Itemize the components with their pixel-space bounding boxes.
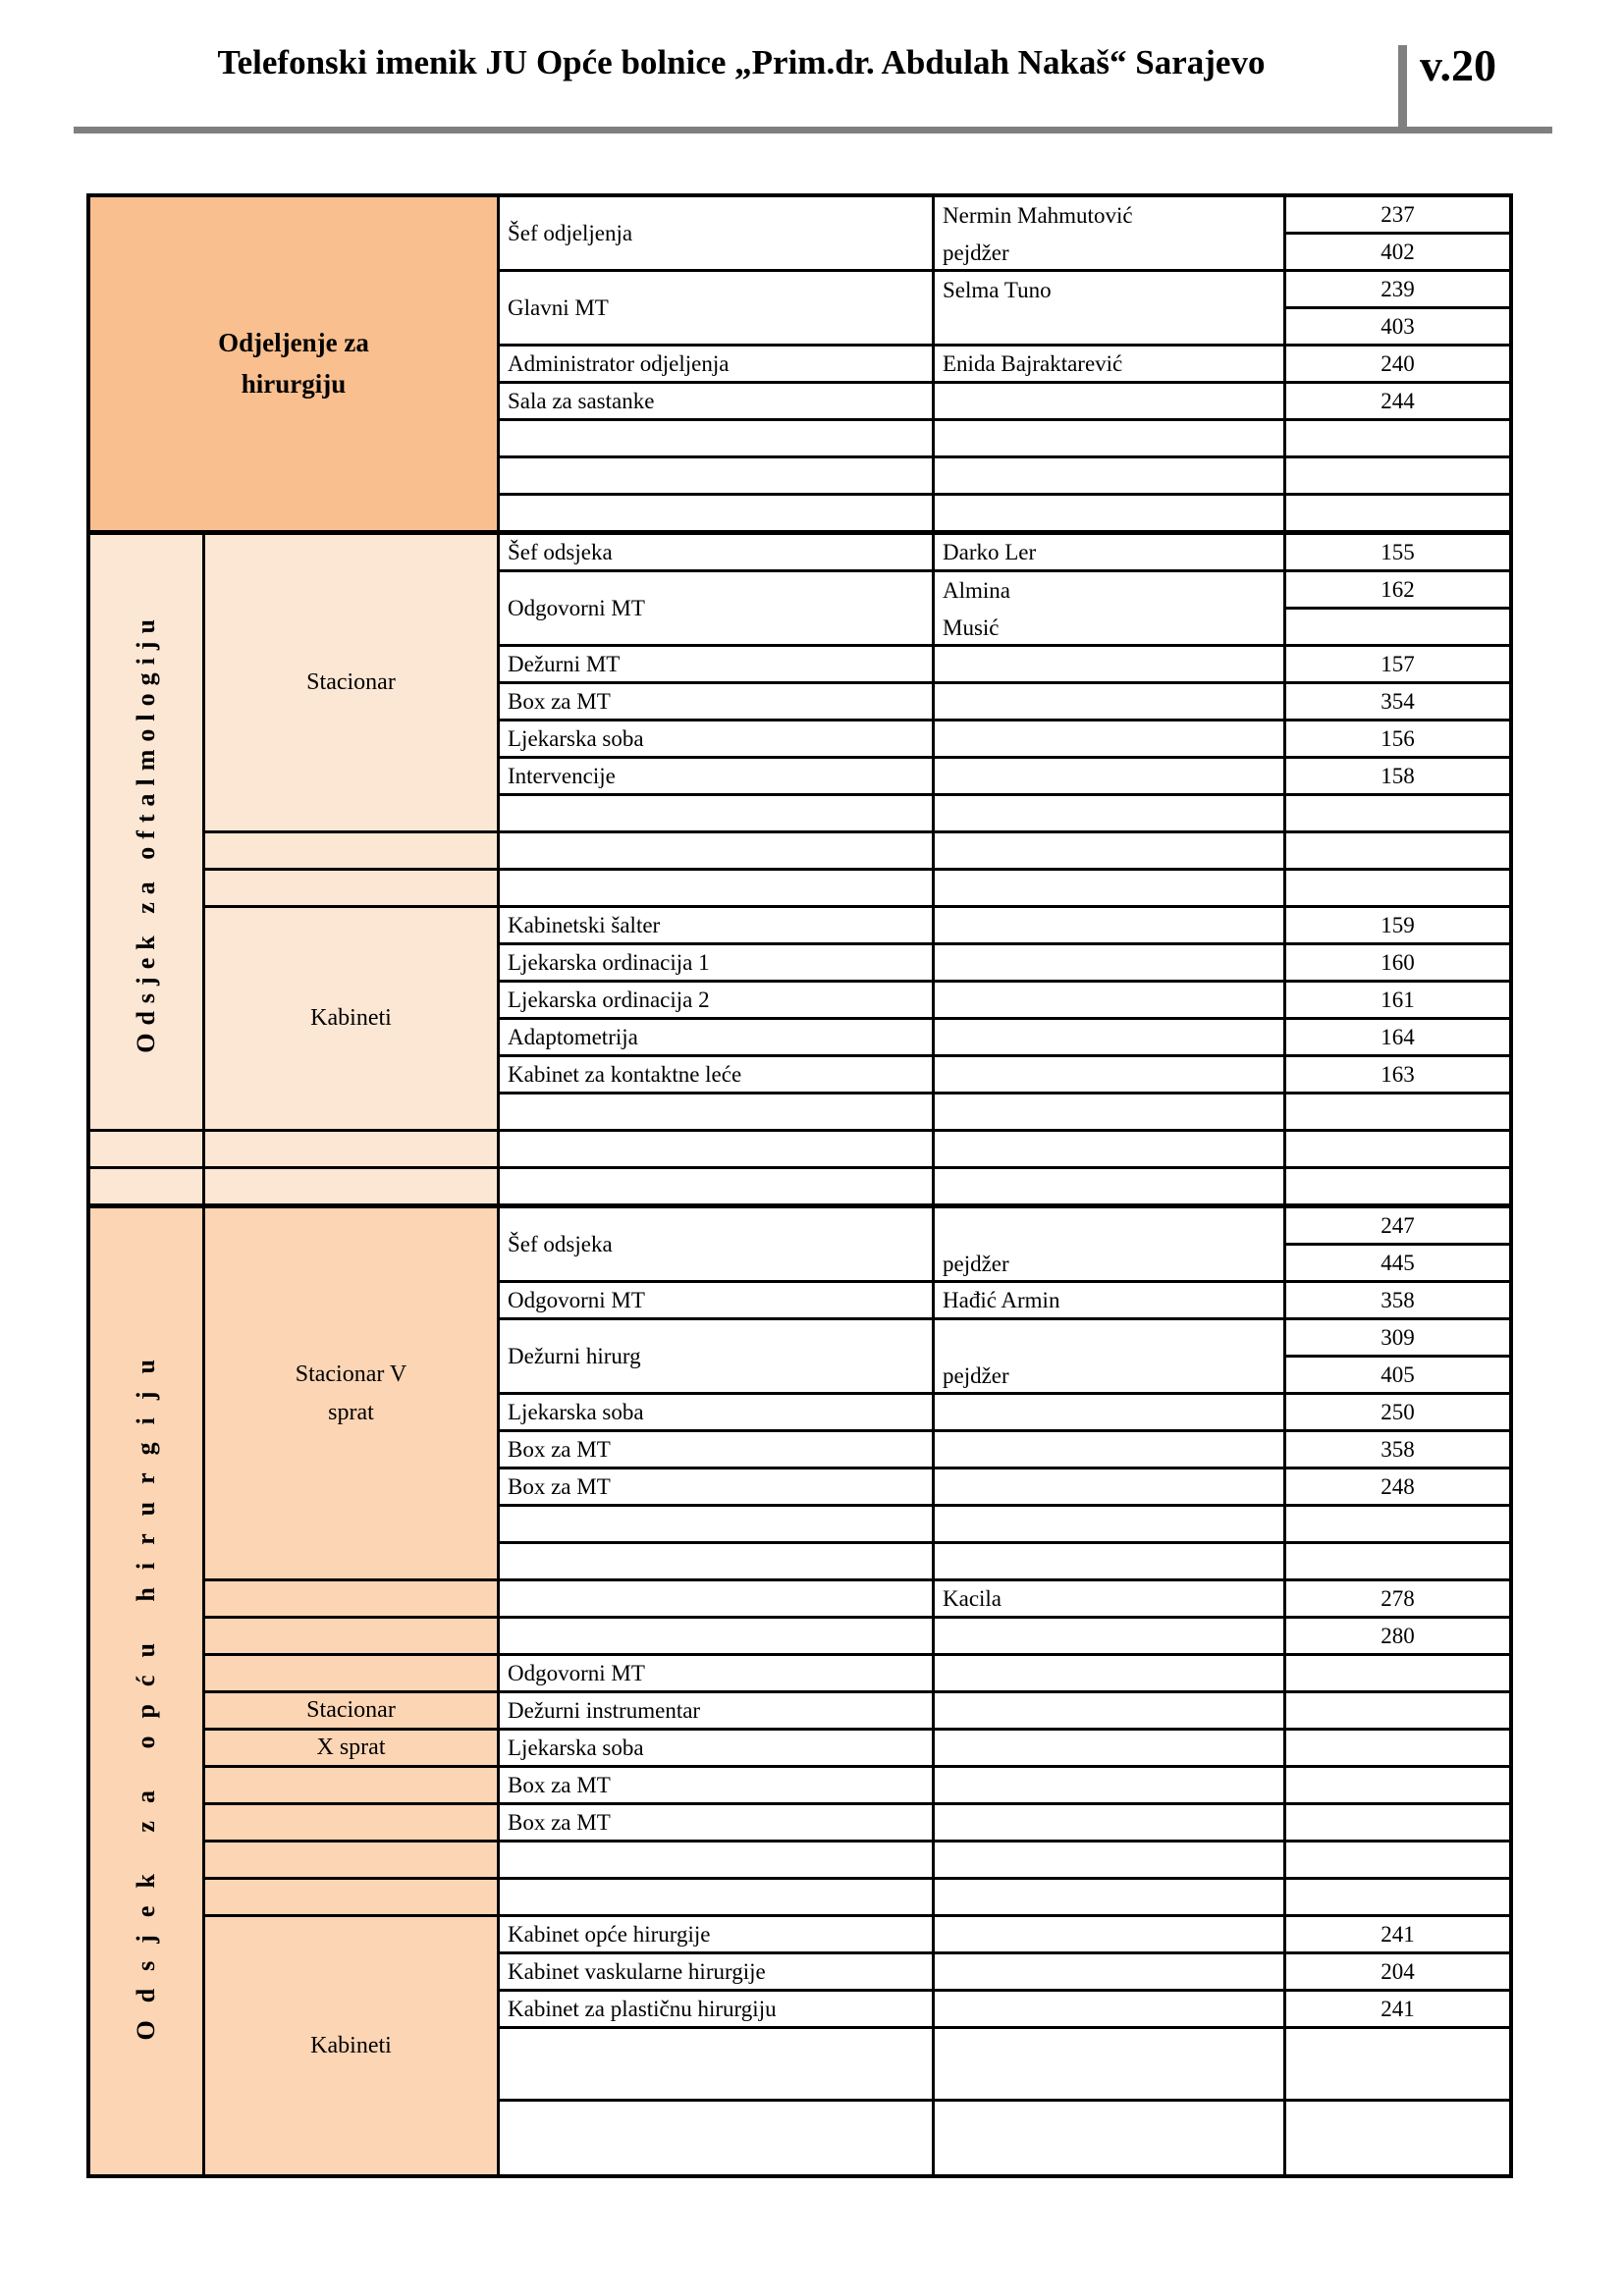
- empty-cell: [500, 1880, 935, 1917]
- role-cell: Odgovorni MT: [500, 1656, 935, 1693]
- name-line: Almina: [943, 578, 1010, 603]
- empty-cell: [1286, 1132, 1509, 1169]
- empty-cell: [1286, 1169, 1509, 1206]
- empty-cell: [500, 871, 935, 908]
- name-cell: [935, 197, 1286, 272]
- role-cell: Kabinet opće hirurgije: [500, 1917, 935, 1954]
- empty-cell: [500, 458, 935, 496]
- extension-cell: 155: [1286, 535, 1509, 572]
- empty-cell: [1286, 1880, 1509, 1917]
- name-line: Nermin Mahmutović: [943, 203, 1133, 228]
- empty-cell: [935, 1805, 1286, 1842]
- subgroup-cell-stacionar-x-sprat: X sprat: [205, 1731, 500, 1768]
- empty-cell: [1286, 610, 1509, 647]
- extension-cell: 156: [1286, 721, 1509, 759]
- name-cell: Darko Ler: [935, 535, 1286, 572]
- role-cell: Dežurni instrumentar: [500, 1693, 935, 1731]
- extension-cell: 358: [1286, 1283, 1509, 1320]
- role-cell: Ljekarska soba: [500, 721, 935, 759]
- extension-cell: 204: [1286, 1954, 1509, 1992]
- role-cell: Dežurni hirurg: [500, 1320, 935, 1395]
- empty-cell: [935, 458, 1286, 496]
- role-cell: Kabinet vaskularne hirurgije: [500, 1954, 935, 1992]
- empty-cell: [1286, 458, 1509, 496]
- empty-cell: [935, 1992, 1286, 2029]
- pager-line: pejdžer: [943, 1252, 1009, 1276]
- extension-cell: 241: [1286, 1992, 1509, 2029]
- empty-cell: [935, 384, 1286, 421]
- empty-line: [935, 1208, 1283, 1246]
- empty-cell: [205, 1169, 500, 1206]
- role-cell: Box za MT: [500, 1469, 935, 1507]
- extension-cell: 163: [1286, 1057, 1509, 1095]
- empty-cell: [1286, 1693, 1509, 1731]
- empty-cell: [500, 1095, 935, 1132]
- role-cell: Odgovorni MT: [500, 1283, 935, 1320]
- empty-cell: [1286, 1507, 1509, 1544]
- subgroup-cell-stacionar-v-sprat: [205, 1208, 500, 1581]
- empty-cell: [1286, 1095, 1509, 1132]
- empty-cell: [935, 833, 1286, 871]
- empty-cell: [205, 871, 500, 908]
- name-cell: Kacila: [935, 1581, 1286, 1619]
- group-cell-oftalmologija: [90, 535, 205, 1132]
- extension-cell: 158: [1286, 759, 1509, 796]
- section-hirurgija: [90, 197, 1509, 533]
- role-cell: Ljekarska soba: [500, 1731, 935, 1768]
- empty-cell: [935, 983, 1286, 1020]
- empty-cell: [205, 1805, 500, 1842]
- empty-cell: [935, 1095, 1286, 1132]
- empty-cell: [500, 1169, 935, 1206]
- name-cell: [935, 1320, 1286, 1395]
- empty-cell: [500, 2102, 935, 2174]
- subgroup-cell-kabineti: Kabineti: [205, 908, 500, 1132]
- group-cell-hirurgija: [90, 197, 500, 533]
- role-cell: Box za MT: [500, 684, 935, 721]
- name-cell: [935, 272, 1286, 347]
- role-cell: Ljekarska ordinacija 1: [500, 945, 935, 983]
- subgroup-cell-stacionar: Stacionar: [205, 535, 500, 833]
- empty-cell: [935, 871, 1286, 908]
- extension-cell: 239: [1286, 272, 1509, 309]
- empty-cell: [1286, 496, 1509, 533]
- empty-cell: [935, 908, 1286, 945]
- empty-cell: [935, 1169, 1286, 1206]
- empty-cell: [935, 1656, 1286, 1693]
- empty-cell: [935, 2102, 1286, 2174]
- group-label-vertical: Odsjek za oftalmologiju: [132, 611, 160, 1053]
- empty-cell: [500, 796, 935, 833]
- empty-cell: [90, 1132, 205, 1169]
- empty-cell: [935, 1917, 1286, 1954]
- empty-cell: [1286, 1544, 1509, 1581]
- name-cell: [935, 572, 1286, 647]
- empty-cell: [500, 1581, 935, 1619]
- empty-cell: [1286, 1842, 1509, 1880]
- role-cell: Kabinetski šalter: [500, 908, 935, 945]
- role-cell: Odgovorni MT: [500, 572, 935, 647]
- name-line: Selma Tuno: [943, 278, 1052, 302]
- empty-cell: [205, 1842, 500, 1880]
- empty-cell: [935, 1469, 1286, 1507]
- subgroup-cell-stacionar-x-sprat: Stacionar: [205, 1693, 500, 1731]
- empty-cell: [935, 1132, 1286, 1169]
- extension-cell: 247: [1286, 1208, 1509, 1246]
- empty-cell: [1286, 796, 1509, 833]
- role-cell: Kabinet za kontaktne leće: [500, 1057, 935, 1095]
- empty-cell: [935, 1395, 1286, 1432]
- name-line: Musić: [943, 615, 1000, 640]
- empty-cell: [1286, 833, 1509, 871]
- pager-line: pejdžer: [943, 1363, 1009, 1388]
- role-cell: Dežurni MT: [500, 647, 935, 684]
- extension-cell: 241: [1286, 1917, 1509, 1954]
- name-cell: [935, 1208, 1286, 1283]
- empty-cell: [205, 1581, 500, 1619]
- empty-cell: [935, 1020, 1286, 1057]
- extension-cell: 159: [1286, 908, 1509, 945]
- extension-cell: 164: [1286, 1020, 1509, 1057]
- extension-cell: 402: [1286, 235, 1509, 272]
- empty-cell: [935, 1507, 1286, 1544]
- role-cell: Glavni MT: [500, 272, 935, 347]
- role-cell: Ljekarska ordinacija 2: [500, 983, 935, 1020]
- extension-cell: 278: [1286, 1581, 1509, 1619]
- section-opca-hirurgija: [90, 1206, 1509, 2174]
- empty-cell: [935, 1880, 1286, 1917]
- extension-cell: 161: [1286, 983, 1509, 1020]
- phone-directory-table: [86, 193, 1513, 2178]
- empty-line: [935, 1320, 1283, 1358]
- empty-cell: [500, 496, 935, 533]
- empty-cell: [935, 1432, 1286, 1469]
- empty-cell: [500, 1132, 935, 1169]
- role-cell: Intervencije: [500, 759, 935, 796]
- extension-cell: 403: [1286, 309, 1509, 347]
- extension-cell: 280: [1286, 1619, 1509, 1656]
- extension-cell: 240: [1286, 347, 1509, 384]
- extension-cell: 445: [1286, 1246, 1509, 1283]
- role-cell: Box za MT: [500, 1432, 935, 1469]
- empty-cell: [500, 1619, 935, 1656]
- extension-cell: 237: [1286, 197, 1509, 235]
- empty-cell: [1286, 1768, 1509, 1805]
- role-cell: Šef odsjeka: [500, 535, 935, 572]
- role-cell: Šef odjeljenja: [500, 197, 935, 272]
- extension-cell: 354: [1286, 684, 1509, 721]
- group-label: Odjeljenje za hirurgiju: [218, 327, 369, 399]
- empty-cell: [1286, 421, 1509, 458]
- empty-cell: [935, 1731, 1286, 1768]
- subgroup-label: Stacionar V sprat: [295, 1362, 407, 1425]
- extension-cell: 162: [1286, 572, 1509, 610]
- role-cell: Box za MT: [500, 1768, 935, 1805]
- empty-cell: [935, 1954, 1286, 1992]
- role-cell: Box za MT: [500, 1805, 935, 1842]
- role-cell: Sala za sastanke: [500, 384, 935, 421]
- extension-cell: 244: [1286, 384, 1509, 421]
- extension-cell: 248: [1286, 1469, 1509, 1507]
- empty-cell: [935, 647, 1286, 684]
- empty-cell: [935, 1544, 1286, 1581]
- empty-cell: [205, 1132, 500, 1169]
- empty-cell: [935, 796, 1286, 833]
- empty-cell: [205, 1619, 500, 1656]
- empty-cell: [1286, 1731, 1509, 1768]
- empty-cell: [205, 1880, 500, 1917]
- empty-cell: [935, 1057, 1286, 1095]
- empty-cell: [935, 496, 1286, 533]
- extension-cell: 160: [1286, 945, 1509, 983]
- empty-cell: [1286, 1656, 1509, 1693]
- empty-cell: [1286, 871, 1509, 908]
- pager-line: pejdžer: [943, 240, 1009, 265]
- empty-cell: [935, 421, 1286, 458]
- empty-cell: [935, 759, 1286, 796]
- empty-cell: [935, 1693, 1286, 1731]
- page-title: Telefonski imenik JU Opće bolnice „Prim.dr. Abdulah Nakaš“ Sarajevo: [217, 43, 1266, 81]
- extension-cell: 358: [1286, 1432, 1509, 1469]
- name-cell: Enida Bajraktarević: [935, 347, 1286, 384]
- empty-cell: [935, 2029, 1286, 2102]
- empty-cell: [90, 1169, 205, 1206]
- empty-line: [935, 309, 1283, 347]
- section-oftalmologija: [90, 533, 1509, 1206]
- extension-cell: 309: [1286, 1320, 1509, 1358]
- empty-cell: [500, 421, 935, 458]
- empty-cell: [935, 1619, 1286, 1656]
- empty-cell: [500, 2029, 935, 2102]
- name-cell: Hađić Armin: [935, 1283, 1286, 1320]
- empty-cell: [935, 1768, 1286, 1805]
- empty-cell: [500, 1507, 935, 1544]
- extension-cell: 157: [1286, 647, 1509, 684]
- group-cell-opca-hirurgija: [90, 1208, 205, 2174]
- group-label-vertical: Odsjek za opću hirurgiju: [132, 1342, 160, 2041]
- extension-cell: 250: [1286, 1395, 1509, 1432]
- role-cell: Administrator odjeljenja: [500, 347, 935, 384]
- empty-cell: [935, 1842, 1286, 1880]
- empty-cell: [205, 833, 500, 871]
- empty-cell: [205, 1768, 500, 1805]
- subgroup-cell-kabineti: Kabineti: [205, 1917, 500, 2174]
- role-cell: Šef odsjeka: [500, 1208, 935, 1283]
- role-cell: Kabinet za plastičnu hirurgiju: [500, 1992, 935, 2029]
- header-divider-bar: [1398, 45, 1407, 132]
- empty-cell: [500, 1544, 935, 1581]
- empty-cell: [500, 833, 935, 871]
- role-cell: Adaptometrija: [500, 1020, 935, 1057]
- empty-cell: [935, 684, 1286, 721]
- empty-cell: [205, 1656, 500, 1693]
- empty-cell: [1286, 2029, 1509, 2102]
- empty-cell: [935, 721, 1286, 759]
- header-rule: [74, 127, 1552, 133]
- empty-cell: [1286, 1805, 1509, 1842]
- empty-cell: [1286, 2102, 1509, 2174]
- empty-cell: [935, 945, 1286, 983]
- role-cell: Ljekarska soba: [500, 1395, 935, 1432]
- extension-cell: 405: [1286, 1358, 1509, 1395]
- empty-cell: [500, 1842, 935, 1880]
- version-badge: v.20: [1420, 40, 1496, 90]
